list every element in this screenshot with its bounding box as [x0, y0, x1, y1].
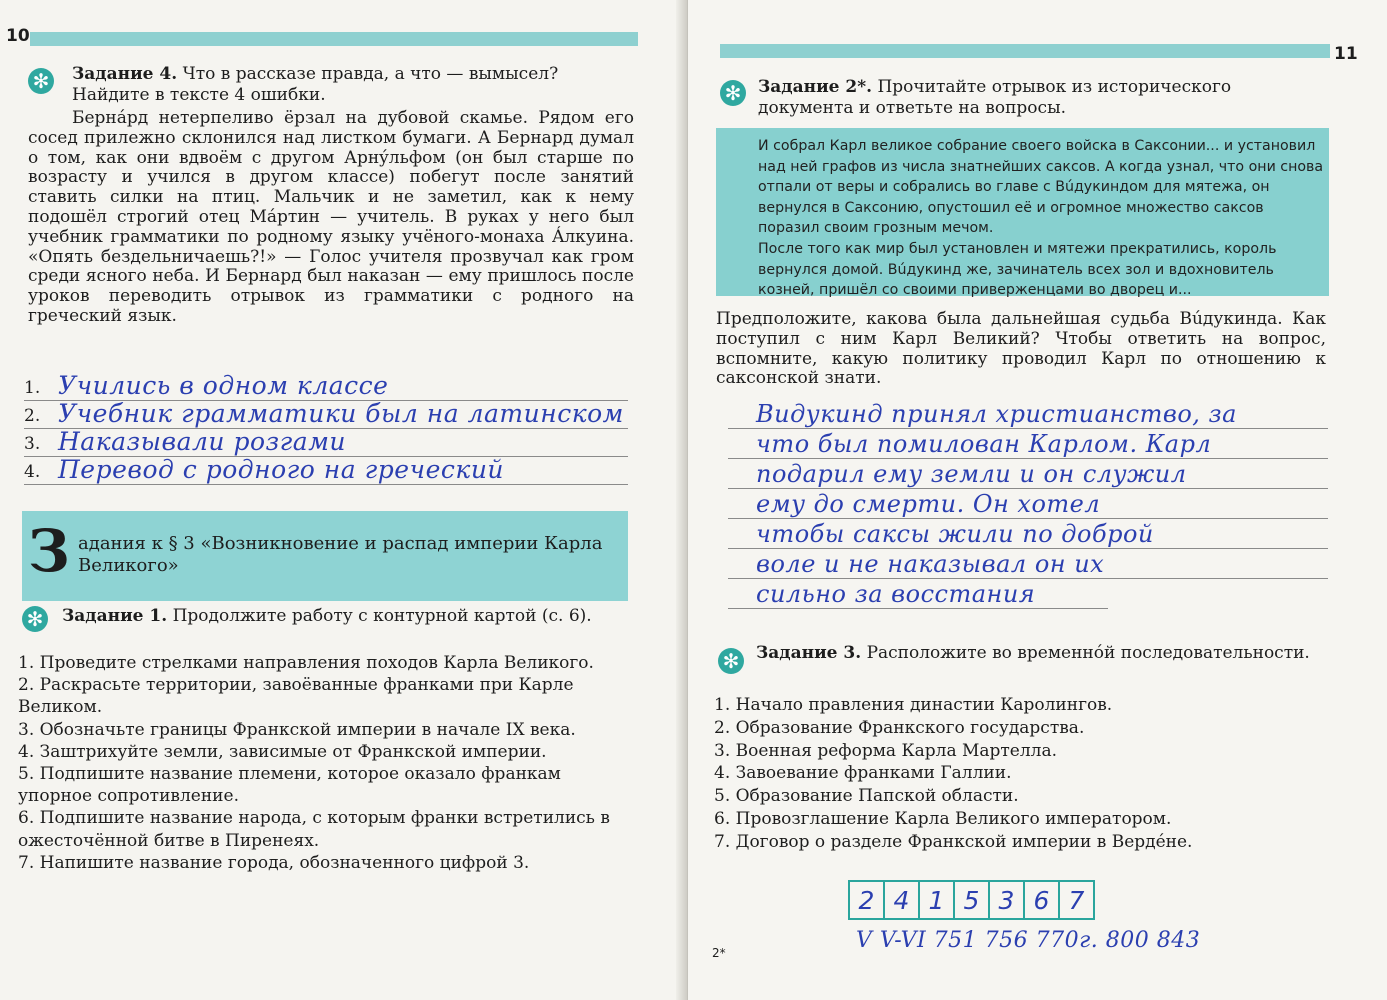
handwritten-answer: Видукинд принял христианство, за: [756, 400, 1237, 428]
task3-item: 3. Военная реформа Карла Мартелла.: [714, 740, 1058, 761]
handwritten-line: [728, 398, 1328, 429]
answer-number: 2.: [24, 406, 41, 426]
answer-line-2: [24, 401, 628, 429]
answer-number: 4.: [24, 462, 41, 482]
task4-heading: [72, 64, 640, 106]
left-header-bar: [30, 32, 638, 46]
handwritten-line: [728, 428, 1328, 459]
sequence-cell[interactable]: 4: [883, 880, 920, 920]
sequence-cell[interactable]: 7: [1058, 880, 1095, 920]
document-excerpt: [716, 128, 1329, 299]
handwritten-answer: Учебник грамматики был на латинском: [58, 399, 624, 428]
sequence-answer-boxes: [848, 880, 1093, 920]
left-page: [0, 0, 684, 1000]
section-header: [22, 511, 628, 601]
task3-item: 4. Завоевание франками Галлии.: [714, 763, 1012, 784]
task3-list: [714, 694, 1334, 854]
sequence-cell[interactable]: 1: [918, 880, 955, 920]
task-gear-icon: ✻: [718, 648, 744, 674]
handwritten-answer: подарил ему земли и он служил: [756, 460, 1187, 488]
sequence-cell[interactable]: 2: [848, 880, 885, 920]
task4-label: Задание 4.: [72, 64, 178, 84]
task3-heading: [756, 643, 1326, 664]
handwritten-answer: Перевод с родного на греческий: [58, 455, 505, 484]
task2-followup: Предположите, какова была дальнейшая судьба Вúдукинда. Как поступил с ним Карл Великий? Чтобы ответить на вопрос, вспомните, какую политику проводил Карл по отношению к саксонской знати.: [716, 309, 1326, 389]
task1-item: 5. Подпишите название племени, которое оказало франкам упорное сопротивление.: [18, 764, 561, 807]
answer-number: 1.: [24, 378, 41, 398]
task3-item: 7. Договор о разделе Франкской империи в Вердéне.: [714, 831, 1193, 852]
task1-list: [18, 652, 628, 874]
task3-item: 2. Образование Франкского государства.: [714, 717, 1085, 738]
task2-label: Задание 2*.: [758, 77, 873, 97]
task3-item: 1. Начало правления династии Каролингов.: [714, 695, 1113, 715]
right-header-bar: [720, 44, 1330, 58]
answer-line-3: [24, 429, 628, 457]
handwritten-line: [728, 578, 1108, 609]
task4-question: Что в рассказе правда, а что — вымысел? Найдите в тексте 4 ошибки.: [72, 64, 559, 105]
answer-line-1: [24, 373, 628, 401]
task-gear-icon: ✻: [22, 606, 48, 632]
handwritten-answer: сильно за восстания: [756, 580, 1036, 608]
handwritten-dates-note: V V-VI 751 756 770г. 800 843: [856, 928, 1201, 953]
handwritten-line: [728, 518, 1328, 549]
task-gear-icon: ✻: [28, 68, 54, 94]
handwritten-answer: ему до смерти. Он хотел: [756, 490, 1101, 518]
task1-item: 2. Раскрасьте территории, завоёванные франками при Карле Великом.: [18, 675, 574, 718]
section-title: адания к § 3 «Возникновение и распад империи Карла Великого»: [78, 533, 603, 576]
task1-item: 1. Проведите стрелками направления походов Карла Великого.: [18, 653, 594, 673]
right-page-number: 11: [1334, 44, 1358, 64]
task1-question: Продолжите работу с контурной картой (с. 6).: [172, 606, 592, 626]
task1-item: 7. Напишите название города, обозначенного цифрой 3.: [18, 852, 530, 873]
task1-label: Задание 1.: [62, 606, 168, 626]
task2-question: Прочитайте отрывок из исторического документа и ответьте на вопросы.: [758, 77, 1232, 118]
task4-story: Бернáрд нетерпеливо ёрзал на дубовой скамье. Рядом его сосед прилежно склонился над листком бумаги. А Бернард думал о том, как они вдвоём с другом Арнýльфом (он был старше по возрасту и учился в другом классе) побегут после занятий ставить силки на птиц. Мальчик и не заметил, как к нему подошёл строгий отец Мáртин — учитель. В руках у него был учебник грамматики по родному языку учёного-монаха Áлкуина. «Опять бездельничаешь?!» — Голос учителя прозвучал как гром среди ясного неба. И Бернард был наказан — ему пришлось после уроков переводить отрывок из грамматики с родного на греческий язык.: [28, 108, 634, 326]
task2-heading: [758, 77, 1328, 119]
document-paragraph: После того как мир был установлен и мятежи прекратились, король вернулся домой. Вúдукинд же, зачинатель всех зол и вдохновитель козней, пришёл со своими приверженцами во дворец и...: [758, 240, 1277, 299]
answer-number: 3.: [24, 434, 41, 454]
handwritten-answer: что был помилован Карлом. Карл: [756, 430, 1212, 458]
task1-item: 6. Подпишите название народа, с которым франки встретились в ожесточённой битве в Пиренеях.: [18, 808, 610, 851]
footer-mark: 2*: [712, 946, 726, 960]
handwritten-answer: воле и не наказывал он их: [756, 550, 1105, 578]
left-page-number: 10: [6, 26, 30, 46]
sequence-cell[interactable]: 3: [988, 880, 1025, 920]
task3-item: 6. Провозглашение Карла Великого императором.: [714, 808, 1172, 829]
task1-heading: [62, 606, 628, 627]
task3-item: 5. Образование Папской области.: [714, 786, 1019, 807]
task-gear-icon: ✻: [720, 80, 746, 106]
handwritten-answer: чтобы саксы жили по доброй: [756, 520, 1154, 548]
handwritten-line: [728, 458, 1328, 489]
task1-item: 3. Обозначьте границы Франкской империи в начале IX века.: [18, 719, 576, 740]
sequence-cell[interactable]: 5: [953, 880, 990, 920]
sequence-cell[interactable]: 6: [1023, 880, 1060, 920]
answer-line-4: [24, 457, 628, 485]
task3-label: Задание 3.: [756, 643, 862, 663]
handwritten-line: [728, 548, 1328, 579]
task1-item: 4. Заштрихуйте земли, зависимые от Франкской империи.: [18, 741, 547, 762]
handwritten-line: [728, 488, 1328, 519]
handwritten-answer: Учились в одном классе: [58, 371, 389, 400]
handwritten-answer: Наказывали розгами: [58, 427, 347, 456]
section-drop-cap: З: [28, 517, 70, 585]
document-paragraph: И собрал Карл великое собрание своего войска в Саксонии... и установил над ней графов из числа знатнейших саксов. А когда узнал, что они снова отпали от веры и собрались во главе с Вúдукиндом для мятежа, он вернулся в Саксонию, опустошил её и огромное множество саксов поразил своим грозным мечом.: [758, 138, 1324, 237]
task3-question: Расположите во временнóй последовательности.: [866, 643, 1310, 663]
